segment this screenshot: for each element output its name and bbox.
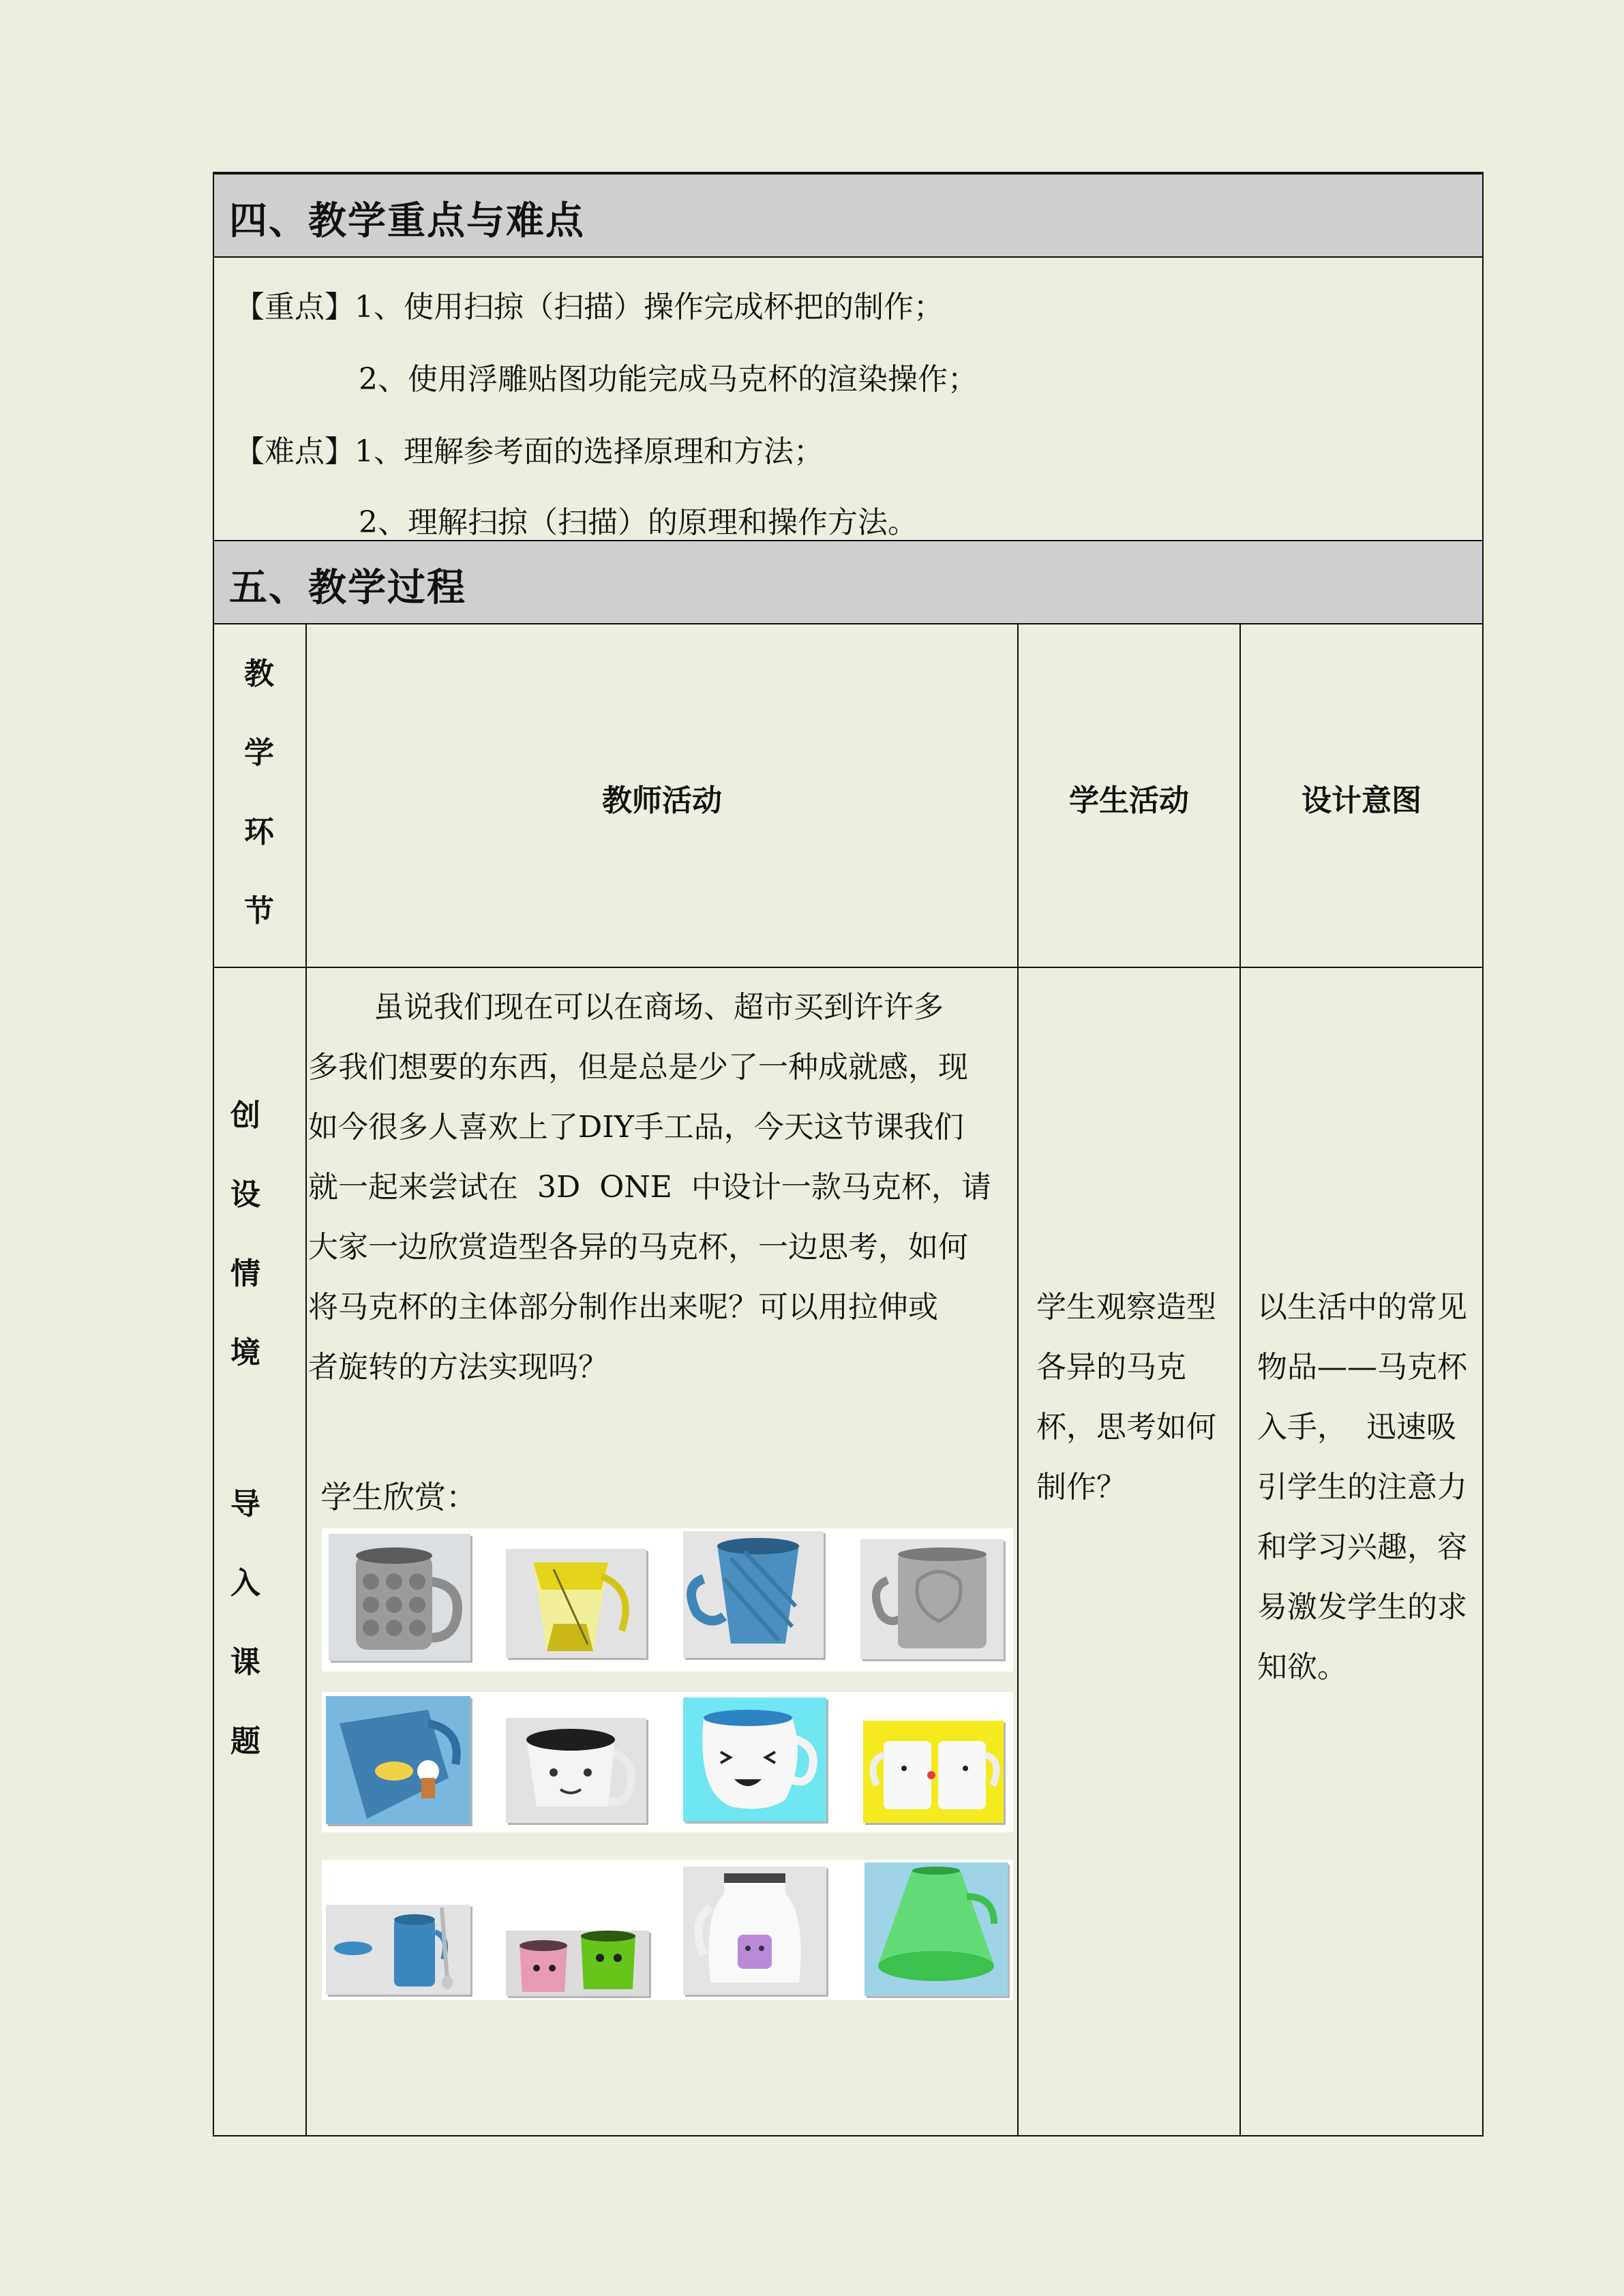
teacher-line: 如今很多人喜欢上了DIY手工品，今天这节课我们 <box>308 1110 964 1145</box>
gallery-image <box>683 1697 826 1822</box>
kissing-mugs-pair-icon <box>863 1721 1004 1823</box>
gallery-image <box>506 1718 646 1823</box>
embossed-grey-mug-icon <box>860 1539 1004 1659</box>
student-activity-text <box>1036 1278 1238 1517</box>
student-line: 杯，思考如何 <box>1036 1410 1216 1445</box>
intent-line: 引学生的注意力 <box>1257 1470 1467 1505</box>
key-item2: 2、使用浮雕贴图功能完成马克杯的渲染操作； <box>359 362 978 397</box>
intent-line: 入手， 迅速吸 <box>1257 1410 1456 1445</box>
gallery-image <box>326 1905 470 1995</box>
key-point-1 <box>235 282 944 326</box>
student-line: 各异的马克 <box>1036 1350 1186 1385</box>
lesson-table <box>213 172 1484 2136</box>
difficulty-item2: 2、理解扫掠（扫描）的原理和操作方法。 <box>359 505 918 540</box>
stage-header-char: 节 <box>244 894 274 928</box>
section4-header <box>214 173 1482 258</box>
smiley-face-mug-icon <box>683 1697 826 1822</box>
heart-blue-mug-icon <box>326 1696 470 1824</box>
teacher-activity-header: 教师活动 <box>602 783 722 818</box>
blue-mug-with-spoon-icon <box>326 1905 470 1995</box>
intent-line: 以生活中的常见 <box>1257 1290 1467 1325</box>
teacher-activity-text <box>308 978 1014 1398</box>
student-line: 学生观察造型 <box>1036 1290 1216 1325</box>
gallery-image <box>683 1531 824 1658</box>
teacher-line: 多我们想要的东西，但是总是少了一种成就感，现 <box>308 1050 968 1085</box>
stage-char: 入 <box>230 1566 260 1601</box>
gallery-image <box>506 1549 646 1658</box>
intent-line: 物品——马克杯 <box>1257 1350 1467 1385</box>
gallery-image <box>864 1862 1008 1996</box>
teacher-line: 虽说我们现在可以在商场、超市买到许许多 <box>374 990 944 1025</box>
white-jug-mug-icon <box>683 1867 826 1995</box>
teacher-line: 将马克杯的主体部分制作出来呢？可以用拉伸或 <box>308 1290 938 1325</box>
gallery-image <box>506 1931 649 1996</box>
stage-header-char: 学 <box>244 736 274 770</box>
col-divider-2 <box>1017 623 1019 2135</box>
key-item1: 1、使用扫掠（扫描）操作完成杯把的制作； <box>355 290 944 324</box>
twisted-blue-mug-icon <box>683 1531 824 1658</box>
gallery-row-1 <box>322 1528 1013 1672</box>
black-white-face-mug-icon <box>506 1718 646 1823</box>
stage-char: 境 <box>230 1335 260 1370</box>
dimpled-grey-mug-icon <box>329 1534 470 1661</box>
stage-char: 导 <box>230 1487 260 1522</box>
stage-header-char: 环 <box>244 815 274 849</box>
difficulty-point-1 <box>235 427 824 470</box>
teacher-line: 大家一边欣赏造型各异的马克杯，一边思考，如何 <box>308 1230 968 1265</box>
stage-char: 题 <box>230 1724 260 1759</box>
gallery-image <box>860 1539 1004 1659</box>
design-intent-text <box>1257 1278 1482 1697</box>
difficulty-label: 【难点】 <box>235 434 355 469</box>
key-label: 【重点】 <box>235 290 355 324</box>
green-flared-mug-icon <box>864 1862 1008 1996</box>
teacher-line: 者旋转的方法实现吗？ <box>308 1350 608 1385</box>
gallery-image <box>863 1721 1004 1823</box>
student-activity-header: 学生活动 <box>1069 783 1189 818</box>
col-divider-3 <box>1239 623 1241 2135</box>
stage-char: 设 <box>230 1177 260 1212</box>
col-divider-1 <box>305 623 307 2135</box>
stage-char: 情 <box>230 1256 260 1291</box>
section5-heading: 五、教学过程 <box>229 566 466 610</box>
stage-header-char: 教 <box>244 656 274 691</box>
design-intent-header: 设计意图 <box>1302 783 1422 818</box>
gallery-image <box>683 1867 826 1995</box>
gallery-image <box>326 1696 470 1824</box>
intent-line: 易激发学生的求 <box>1257 1590 1467 1625</box>
teacher-line: 就一起来尝试在 3D ONE 中设计一款马克杯，请 <box>308 1170 991 1205</box>
difficulty-item1: 1、理解参考面的选择原理和方法； <box>355 434 824 469</box>
intent-line: 和学习兴趣，容 <box>1257 1530 1467 1565</box>
gallery-image <box>329 1534 470 1661</box>
header-row-divider <box>214 967 1482 968</box>
gallery-caption: 学生欣赏： <box>320 1479 477 1515</box>
pink-green-mug-pair-icon <box>506 1931 649 1996</box>
intent-line: 知欲。 <box>1257 1650 1347 1685</box>
gallery-row-3 <box>322 1860 1013 2000</box>
section4-heading: 四、教学重点与难点 <box>229 199 585 243</box>
section5-header <box>214 540 1482 624</box>
stage-char: 课 <box>230 1645 260 1680</box>
stage-char: 创 <box>230 1098 260 1133</box>
gallery-row-2 <box>322 1692 1013 1832</box>
student-line: 制作？ <box>1036 1470 1126 1505</box>
yellow-spiral-mug-icon <box>506 1549 646 1658</box>
